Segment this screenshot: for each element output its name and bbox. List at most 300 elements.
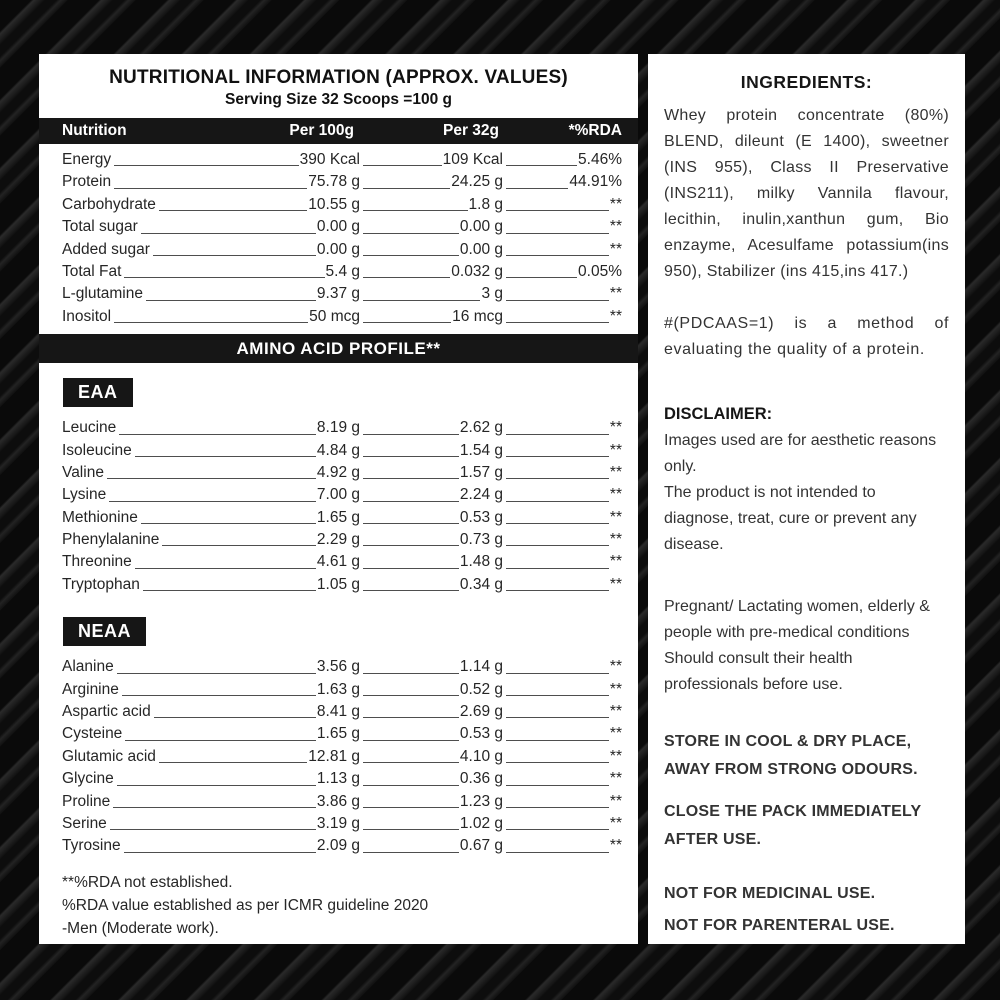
value-rda: **	[609, 680, 622, 698]
row-cell-per32g	[360, 507, 503, 529]
value-per32g: 0.67 g	[459, 837, 503, 855]
row-cell-per100g	[156, 194, 360, 216]
value-per32g: 1.57 g	[459, 463, 503, 481]
neaa-rows	[39, 656, 638, 858]
value-rda: **	[609, 441, 622, 459]
eaa-rows	[39, 417, 638, 596]
row-label: Valine	[62, 463, 104, 481]
row-label: Carbohydrate	[62, 195, 156, 213]
row-label: Tyrosine	[62, 837, 121, 855]
value-per100g: 10.55 g	[308, 195, 360, 213]
value-rda: **	[609, 531, 622, 549]
row-cell-rda	[503, 306, 622, 328]
value-rda: **	[609, 792, 622, 810]
table-row	[39, 768, 638, 790]
leader-line	[135, 456, 316, 457]
leader-line	[506, 478, 609, 479]
leader-line	[506, 740, 609, 741]
row-label: Cysteine	[62, 725, 123, 743]
row-cell-rda	[503, 149, 622, 171]
row-cell-per100g	[151, 701, 360, 723]
col-header-nutrition: Nutrition	[62, 122, 127, 139]
value-rda: **	[609, 486, 622, 504]
value-rda: **	[609, 419, 622, 437]
row-cell-per100g	[111, 306, 360, 328]
row-label: Isoleucine	[62, 441, 132, 459]
row-label: Lysine	[62, 486, 107, 504]
row-cell-per100g	[121, 261, 360, 283]
leader-line	[363, 434, 459, 435]
value-per100g: 2.09 g	[316, 837, 360, 855]
row-cell-per32g	[360, 194, 503, 216]
value-per100g: 5.4 g	[325, 262, 360, 280]
row-cell-rda	[503, 283, 622, 305]
leader-line	[363, 717, 459, 718]
col-header-rda: *%RDA	[568, 122, 622, 139]
row-cell-per100g	[111, 149, 360, 171]
leader-line	[506, 590, 609, 591]
value-per100g: 9.37 g	[316, 285, 360, 303]
leader-line	[110, 829, 316, 830]
row-label: Glycine	[62, 770, 114, 788]
row-cell-per32g	[360, 656, 503, 678]
row-cell-per32g	[360, 171, 503, 193]
table-row	[39, 529, 638, 551]
leader-line	[363, 210, 468, 211]
row-cell-per32g	[360, 283, 503, 305]
row-label: Aspartic acid	[62, 703, 151, 721]
value-per32g: 2.62 g	[459, 419, 503, 437]
leader-line	[506, 545, 609, 546]
col-header-per100g: Per 100g	[289, 122, 354, 139]
value-per100g: 8.41 g	[316, 703, 360, 721]
leader-line	[363, 165, 442, 166]
value-per100g: 0.00 g	[316, 218, 360, 236]
row-cell-per32g	[360, 440, 503, 462]
leader-line	[506, 434, 609, 435]
value-rda: **	[609, 747, 622, 765]
table-row	[39, 551, 638, 573]
row-cell-per32g	[360, 417, 503, 439]
row-cell-per32g	[360, 216, 503, 238]
row-cell-per32g	[360, 529, 503, 551]
leader-line	[506, 277, 577, 278]
leader-line	[363, 255, 459, 256]
row-cell-per100g	[132, 551, 360, 573]
not-for-parenteral-note: NOT FOR PARENTERAL USE.	[664, 917, 895, 934]
neaa-badge: NEAA	[63, 617, 146, 646]
value-per100g: 1.65 g	[316, 508, 360, 526]
row-cell-rda	[503, 574, 622, 596]
value-per32g: 1.8 g	[468, 195, 503, 213]
table-row	[39, 216, 638, 238]
footnote-icmr-guideline: %RDA value established as per ICMR guideline 2020	[62, 896, 429, 914]
leader-line	[506, 807, 609, 808]
value-rda: **	[609, 837, 622, 855]
row-cell-per32g	[360, 679, 503, 701]
row-cell-per32g	[360, 484, 503, 506]
row-label: Tryptophan	[62, 575, 140, 593]
row-label: Added sugar	[62, 240, 150, 258]
row-cell-per100g	[119, 679, 360, 701]
value-per32g: 2.69 g	[459, 703, 503, 721]
row-cell-per32g	[360, 723, 503, 745]
leader-line	[153, 255, 316, 256]
value-per32g: 0.34 g	[459, 575, 503, 593]
row-cell-per100g	[114, 768, 360, 790]
row-cell-rda	[503, 551, 622, 573]
row-label: Energy	[62, 151, 112, 168]
leader-line	[506, 852, 609, 853]
row-cell-per100g	[107, 813, 360, 835]
leader-line	[363, 740, 459, 741]
leader-line	[363, 545, 459, 546]
nutrition-title: NUTRITIONAL INFORMATION (APPROX. VALUES)	[109, 67, 568, 88]
value-per100g: 75.78 g	[308, 173, 360, 191]
value-per100g: 50 mcg	[309, 307, 360, 325]
disclaimer-title: DISCLAIMER:	[664, 405, 773, 423]
leader-line	[363, 300, 480, 301]
value-per32g: 1.54 g	[459, 441, 503, 459]
leader-line	[117, 785, 316, 786]
eaa-badge: EAA	[63, 378, 133, 407]
table-row	[39, 261, 638, 283]
leader-line	[154, 717, 316, 718]
row-cell-rda	[503, 239, 622, 261]
leader-line	[506, 210, 609, 211]
row-cell-per100g	[138, 507, 360, 529]
leader-line	[135, 568, 316, 569]
row-cell-per32g	[360, 462, 503, 484]
value-rda: **	[609, 463, 622, 481]
leader-line	[506, 165, 577, 166]
value-rda: **	[609, 508, 622, 526]
leader-line	[363, 233, 459, 234]
value-per32g: 0.00 g	[459, 240, 503, 258]
value-per32g: 3 g	[481, 285, 503, 303]
leader-line	[119, 434, 316, 435]
not-for-medicinal-note: NOT FOR MEDICINAL USE.	[664, 885, 876, 902]
leader-line	[124, 852, 316, 853]
value-rda: **	[609, 658, 622, 676]
value-per100g: 4.84 g	[316, 441, 360, 459]
value-rda: **	[609, 218, 622, 236]
row-cell-rda	[503, 417, 622, 439]
row-cell-rda	[503, 746, 622, 768]
row-cell-per100g	[150, 239, 360, 261]
row-cell-per32g	[360, 701, 503, 723]
leader-line	[506, 456, 609, 457]
leader-line	[363, 673, 459, 674]
row-label: Serine	[62, 814, 107, 832]
table-row	[39, 791, 638, 813]
leader-line	[114, 322, 308, 323]
leader-line	[109, 501, 316, 502]
row-cell-rda	[503, 440, 622, 462]
nutrition-table-header	[39, 118, 638, 144]
nutrition-rows	[39, 149, 638, 328]
leader-line	[363, 478, 459, 479]
row-label: Methionine	[62, 508, 138, 526]
leader-line	[363, 568, 459, 569]
row-cell-rda	[503, 261, 622, 283]
leader-line	[506, 188, 568, 189]
value-per32g: 1.14 g	[459, 658, 503, 676]
table-row	[39, 484, 638, 506]
table-row	[39, 507, 638, 529]
row-cell-per100g	[156, 746, 360, 768]
row-cell-rda	[503, 194, 622, 216]
value-per100g: 3.56 g	[316, 658, 360, 676]
row-cell-per32g	[360, 835, 503, 857]
row-cell-rda	[503, 768, 622, 790]
footnotes	[39, 858, 638, 940]
row-cell-rda	[503, 835, 622, 857]
leader-line	[363, 785, 459, 786]
leader-line	[114, 188, 307, 189]
disclaimer-line-images: Images used are for aesthetic reasons only.	[664, 432, 937, 475]
leader-line	[117, 673, 316, 674]
value-per100g: 8.19 g	[316, 419, 360, 437]
leader-line	[146, 300, 316, 301]
row-cell-per100g	[110, 791, 360, 813]
close-pack-note: CLOSE THE PACK IMMEDIATELY AFTER USE.	[664, 803, 922, 848]
leader-line	[506, 300, 609, 301]
row-label: L-glutamine	[62, 285, 143, 303]
leader-line	[506, 501, 609, 502]
row-cell-per32g	[360, 791, 503, 813]
leader-line	[506, 322, 609, 323]
leader-line	[159, 762, 307, 763]
value-per100g: 7.00 g	[316, 486, 360, 504]
value-rda: 5.46%	[578, 151, 622, 168]
value-per100g: 12.81 g	[308, 747, 360, 765]
value-per32g: 2.24 g	[459, 486, 503, 504]
value-per100g: 1.63 g	[316, 680, 360, 698]
row-cell-rda	[503, 656, 622, 678]
value-per32g: 109 Kcal	[442, 151, 503, 168]
row-cell-per32g	[360, 768, 503, 790]
storage-note: STORE IN COOL & DRY PLACE, AWAY FROM STRONG ODOURS.	[664, 733, 918, 778]
value-per100g: 390 Kcal	[299, 151, 360, 168]
table-row	[39, 746, 638, 768]
value-rda: **	[609, 814, 622, 832]
disclaimer-line-product: The product is not intended to diagnose, treat, cure or prevent any disease.	[664, 484, 917, 553]
footnote-men-moderate: -Men (Moderate work).	[62, 919, 219, 937]
table-row	[39, 239, 638, 261]
value-rda: **	[609, 553, 622, 571]
row-cell-per32g	[360, 306, 503, 328]
leader-line	[363, 456, 459, 457]
value-per100g: 4.92 g	[316, 463, 360, 481]
row-label: Alanine	[62, 658, 114, 676]
table-row	[39, 283, 638, 305]
row-cell-rda	[503, 171, 622, 193]
leader-line	[363, 277, 450, 278]
value-rda: **	[609, 307, 622, 325]
value-per100g: 1.05 g	[316, 575, 360, 593]
value-rda: **	[609, 240, 622, 258]
row-cell-per100g	[138, 216, 360, 238]
value-per32g: 24.25 g	[451, 173, 503, 191]
leader-line	[506, 568, 609, 569]
row-cell-rda	[503, 791, 622, 813]
footnote-rda-not-established: **%RDA not established.	[62, 873, 233, 891]
leader-line	[122, 695, 316, 696]
value-per32g: 0.00 g	[459, 218, 503, 236]
row-label: Protein	[62, 173, 112, 191]
value-per32g: 4.10 g	[459, 747, 503, 765]
leader-line	[363, 695, 459, 696]
value-per32g: 0.53 g	[459, 508, 503, 526]
row-cell-per32g	[360, 551, 503, 573]
leader-line	[506, 829, 609, 830]
col-header-per32g: Per 32g	[442, 122, 499, 139]
row-cell-per32g	[360, 149, 503, 171]
row-cell-per100g	[106, 484, 360, 506]
leader-line	[363, 852, 459, 853]
leader-line	[506, 695, 609, 696]
table-row	[39, 440, 638, 462]
value-rda: 44.91%	[569, 173, 622, 191]
row-cell-rda	[503, 679, 622, 701]
leader-line	[363, 501, 459, 502]
value-per100g: 1.13 g	[316, 770, 360, 788]
value-per32g: 16 mcg	[452, 307, 503, 325]
leader-line	[159, 210, 307, 211]
row-label: Inositol	[62, 307, 112, 325]
leader-line	[162, 545, 316, 546]
value-per32g: 0.52 g	[459, 680, 503, 698]
value-per32g: 0.53 g	[459, 725, 503, 743]
row-cell-per32g	[360, 746, 503, 768]
table-row	[39, 701, 638, 723]
table-row	[39, 574, 638, 596]
value-rda: **	[609, 770, 622, 788]
row-cell-per32g	[360, 239, 503, 261]
leader-line	[506, 717, 609, 718]
table-row	[39, 194, 638, 216]
row-label: Total sugar	[62, 218, 138, 236]
leader-line	[363, 322, 451, 323]
row-cell-rda	[503, 216, 622, 238]
value-per100g: 4.61 g	[316, 553, 360, 571]
table-row	[39, 723, 638, 745]
row-cell-rda	[503, 529, 622, 551]
leader-line	[363, 807, 459, 808]
row-label: Phenylalanine	[62, 531, 160, 549]
advisory-text: Pregnant/ Lactating women, elderly & people with pre-medical conditions Should consult their health professionals before use.	[664, 598, 930, 693]
row-cell-rda	[503, 723, 622, 745]
row-cell-rda	[503, 813, 622, 835]
pdcaas-note: #(PDCAAS=1) is a method of evaluating the quality of a protein.	[664, 315, 949, 358]
leader-line	[143, 590, 316, 591]
table-row	[39, 417, 638, 439]
leader-line	[506, 233, 609, 234]
table-row	[39, 171, 638, 193]
value-rda: **	[609, 285, 622, 303]
leader-line	[141, 523, 316, 524]
leader-line	[363, 829, 459, 830]
value-per32g: 1.48 g	[459, 553, 503, 571]
row-cell-per100g	[116, 417, 360, 439]
value-per100g: 2.29 g	[316, 531, 360, 549]
row-cell-per100g	[121, 835, 360, 857]
leader-line	[113, 807, 316, 808]
table-row	[39, 679, 638, 701]
table-row	[39, 656, 638, 678]
row-label: Arginine	[62, 680, 119, 698]
table-row	[39, 462, 638, 484]
value-rda: **	[609, 575, 622, 593]
leader-line	[125, 740, 316, 741]
row-cell-per100g	[159, 529, 360, 551]
row-label: Leucine	[62, 419, 117, 437]
row-cell-per100g	[143, 283, 360, 305]
row-cell-rda	[503, 462, 622, 484]
table-row	[39, 813, 638, 835]
row-cell-per100g	[122, 723, 360, 745]
leader-line	[141, 233, 316, 234]
row-cell-per32g	[360, 813, 503, 835]
value-rda: **	[609, 703, 622, 721]
leader-line	[506, 255, 609, 256]
row-cell-per100g	[132, 440, 360, 462]
row-cell-per100g	[140, 574, 360, 596]
row-cell-per100g	[114, 656, 360, 678]
row-cell-rda	[503, 701, 622, 723]
leader-line	[114, 165, 299, 166]
leader-line	[506, 785, 609, 786]
value-per100g: 0.00 g	[316, 240, 360, 258]
leader-line	[107, 478, 316, 479]
serving-size: Serving Size 32 Scoops =100 g	[224, 91, 452, 108]
leader-line	[124, 277, 324, 278]
leader-line	[363, 590, 459, 591]
info-panel	[648, 54, 965, 944]
row-cell-per32g	[360, 261, 503, 283]
leader-line	[363, 523, 459, 524]
row-label: Threonine	[62, 553, 132, 571]
leader-line	[506, 673, 609, 674]
table-row	[39, 306, 638, 328]
value-per100g: 3.19 g	[316, 814, 360, 832]
row-cell-rda	[503, 484, 622, 506]
value-per32g: 0.36 g	[459, 770, 503, 788]
row-label: Total Fat	[62, 262, 122, 280]
table-row	[39, 835, 638, 857]
value-per32g: 0.032 g	[451, 262, 503, 280]
value-per32g: 1.02 g	[459, 814, 503, 832]
value-per32g: 0.73 g	[459, 531, 503, 549]
ingredients-title: INGREDIENTS:	[740, 72, 873, 92]
value-per32g: 1.23 g	[459, 792, 503, 810]
value-per100g: 3.86 g	[316, 792, 360, 810]
value-rda: 0.05%	[578, 262, 622, 280]
row-label: Proline	[62, 792, 111, 810]
value-rda: **	[609, 195, 622, 213]
leader-line	[363, 188, 450, 189]
nutrition-panel	[39, 54, 638, 944]
row-cell-rda	[503, 507, 622, 529]
row-label: Glutamic acid	[62, 747, 156, 765]
row-cell-per100g	[111, 171, 360, 193]
value-per100g: 1.65 g	[316, 725, 360, 743]
row-cell-per100g	[104, 462, 360, 484]
leader-line	[506, 762, 609, 763]
value-rda: **	[609, 725, 622, 743]
table-row	[39, 149, 638, 171]
